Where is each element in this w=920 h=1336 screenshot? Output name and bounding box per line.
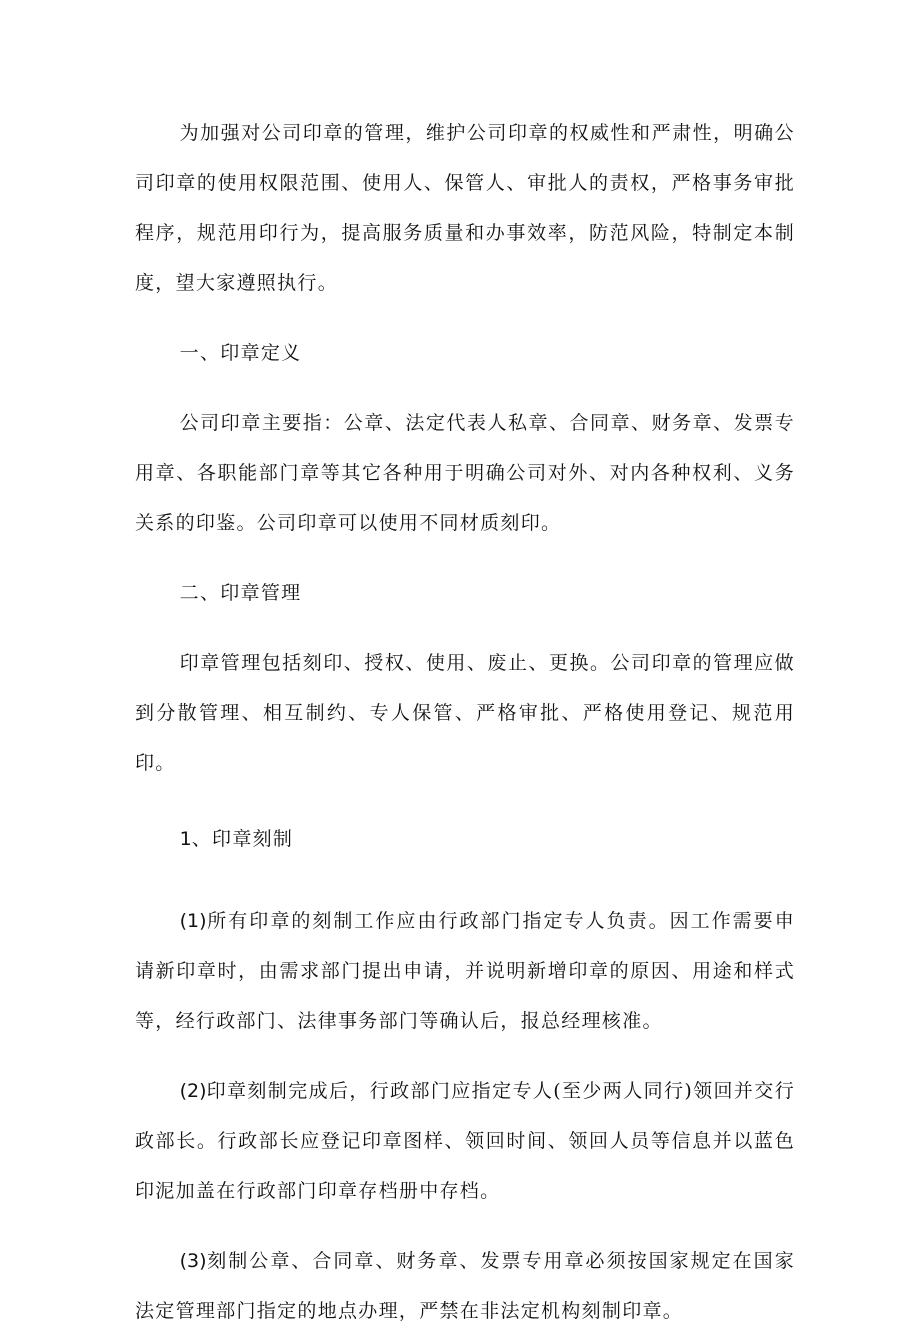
subsection-heading-seal-engraving: [135, 814, 795, 864]
intro-paragraph: 为加强对公司印章的管理，维护公司印章的权威性和严肃性，明确公司印章的使用权限范围、使用人、保管人、审批人的责权，严格事务审批程序，规范用印行为，提高服务质量和办事效率，防范风险，特制定本制度，望大家遵照执行。: [135, 122, 795, 294]
item-text: 印章刻制完成后，行政部门应指定专人(至少两人同行)领回并交行政部长。行政部长应登记印章图样、领回时间、领回人员等信息并以蓝色印泥加盖在行政部门印章存档册中存档。: [135, 1080, 795, 1202]
section-heading-seal-management: 二、印章管理: [179, 582, 302, 604]
document-body: [135, 108, 795, 1336]
seal-management-paragraph: 印章管理包括刻印、授权、使用、废止、更换。公司印章的管理应做到分散管理、相互制约、专人保管、严格审批、严格使用登记、规范用印。: [135, 652, 795, 774]
item-text: 刻制公章、合同章、财务章、发票专用章必须按国家规定在国家法定管理部门指定的地点办理，严禁在非法定机构刻制印章。: [135, 1250, 795, 1322]
item-number: (1): [179, 910, 207, 932]
subsection-number: 1: [179, 828, 192, 850]
section-heading-seal-definition: 一、印章定义: [179, 342, 302, 364]
engraving-item-1: [135, 896, 795, 1046]
engraving-item-2: [135, 1066, 795, 1216]
item-number: (3): [179, 1250, 207, 1272]
engraving-item-3: [135, 1236, 795, 1336]
subsection-title: 、印章刻制: [191, 828, 294, 850]
seal-definition-paragraph: 公司印章主要指：公章、法定代表人私章、合同章、财务章、发票专用章、各职能部门章等其它各种用于明确公司对外、对内各种权利、义务关系的印鉴。公司印章可以使用不同材质刻印。: [135, 412, 795, 534]
item-text: 所有印章的刻制工作应由行政部门指定专人负责。因工作需要申请新印章时，由需求部门提出申请，并说明新增印章的原因、用途和样式等，经行政部门、法律事务部门等确认后，报总经理核准。: [135, 910, 795, 1032]
item-number: (2): [179, 1080, 207, 1102]
